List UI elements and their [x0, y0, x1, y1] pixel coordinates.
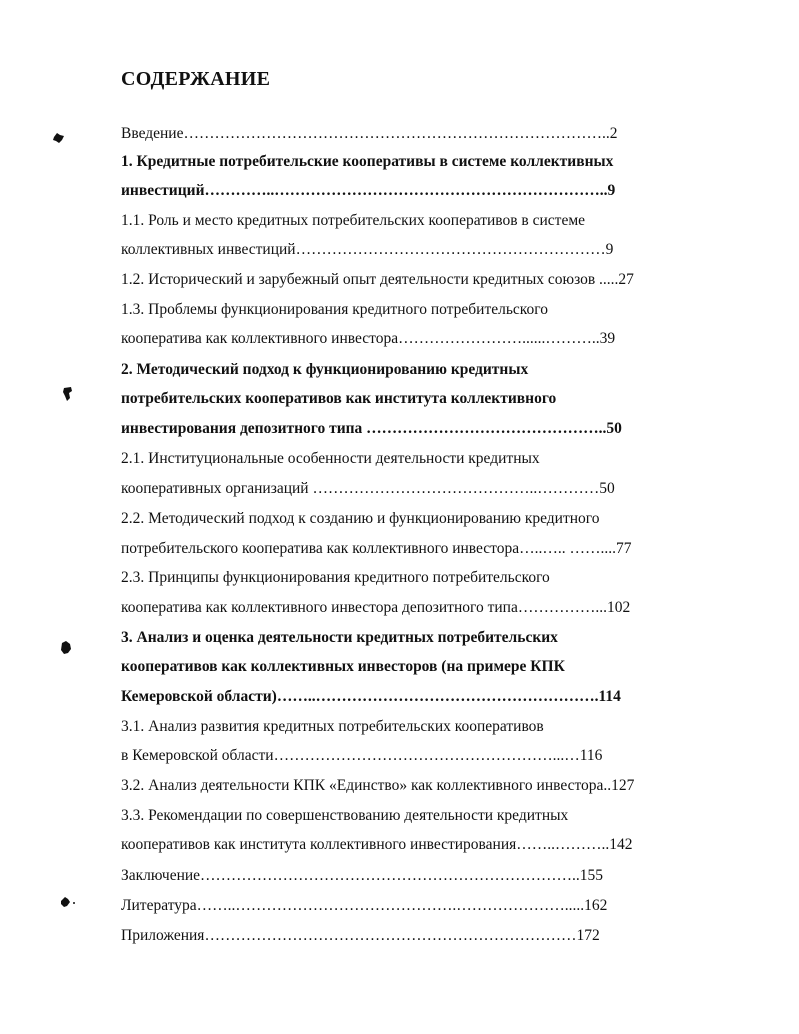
- toc-chapter-2-heading: 2. Методический подход к функционированию кредитных: [121, 361, 529, 378]
- toc-section-1-2: 1.2. Исторический и зарубежный опыт деятельности кредитных союзов .....27: [121, 271, 634, 288]
- toc-section-2-2-cont: потребительского кооператива как коллективного инвестора…..….. ……....77: [121, 540, 632, 557]
- toc-section-1-1: 1.1. Роль и место кредитных потребительских кооперативов в системе: [121, 212, 586, 229]
- toc-section-3-2: 3.2. Анализ деятельности КПК «Единство» как коллективного инвестора..127: [121, 777, 635, 794]
- toc-section-2-3: 2.3. Принципы функционирования кредитного потребительского: [121, 569, 550, 586]
- toc-chapter-1-heading-cont: инвестиций…………..………………………………………………………..9: [121, 182, 616, 199]
- toc-section-2-1: 2.1. Институциональные особенности деятельности кредитных: [121, 450, 540, 467]
- toc-section-3-3: 3.3. Рекомендации по совершенствованию деятельности кредитных: [121, 807, 569, 824]
- toc-section-3-3-cont: кооперативов как института коллективного инвестирования……..………..142: [121, 836, 633, 853]
- page-title: СОДЕРЖАНИЕ: [121, 68, 271, 90]
- toc-entry-literature: Литература……..…………………………………….………………….....162: [121, 897, 608, 914]
- scan-blot-mark: [59, 640, 69, 654]
- toc-chapter-2-heading-cont-1: потребительских кооперативов как института коллективного: [121, 390, 557, 407]
- toc-chapter-3-heading-cont-2: Кемеровской области)……..……………………………………………….114: [121, 688, 621, 705]
- toc-section-1-3: 1.3. Проблемы функционирования кредитного потребительского: [121, 301, 548, 318]
- toc-entry-conclusion: Заключение………………………………………………………………..155: [121, 867, 604, 884]
- toc-section-3-1: 3.1. Анализ развития кредитных потребительских кооперативов: [121, 718, 544, 735]
- scan-blot-mark: [62, 386, 72, 400]
- toc-chapter-2-heading-cont-2: инвестирования депозитного типа ………………………………………..50: [121, 420, 622, 437]
- scan-blot-mark: [59, 895, 69, 909]
- toc-section-3-1-cont: в Кемеровской области………………………………………………...…116: [121, 747, 603, 764]
- toc-section-2-2: 2.2. Методический подход к созданию и функционированию кредитного: [121, 510, 600, 527]
- scan-blot-mark: [52, 131, 62, 145]
- toc-entry-appendices: Приложения………………………………………………………………172: [121, 927, 600, 944]
- toc-chapter-3-heading: 3. Анализ и оценка деятельности кредитных потребительских: [121, 629, 558, 646]
- toc-chapter-3-heading-cont-1: кооперативов как коллективных инвесторов (на примере КПК: [121, 658, 565, 675]
- toc-section-1-1-cont: коллективных инвестиций……………………………………………………9: [121, 241, 614, 258]
- toc-section-2-3-cont: кооператива как коллективного инвестора депозитного типа……………...102: [121, 599, 631, 616]
- toc-chapter-1-heading: 1. Кредитные потребительские кооперативы в системе коллективных: [121, 153, 614, 170]
- toc-section-2-1-cont: кооперативных организаций ……………………………………..…………50: [121, 480, 615, 497]
- toc-entry-introduction: Введение………………………………………………………………………..2: [121, 125, 618, 142]
- toc-section-1-3-cont: кооператива как коллективного инвестора……………………......………..39: [121, 330, 616, 347]
